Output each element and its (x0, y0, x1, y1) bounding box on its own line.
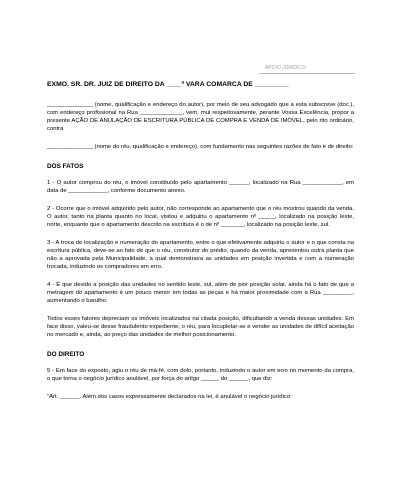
fact-paragraph-5: Todos esses fatores depreciam os imóveis localizados na citada posição, dificultando a venda dessas unidades. Em face disso, valeu-se desse fraudulento expediente, o réu, para locupletar-se e vender as unidades de difícil aceitação no mercado e, ainda, ao preço das unidades de melhor posicionamento. (47, 316, 354, 338)
fact-paragraph-3: 3 - A troca de localização e numeração do apartamento, entre o que efetivamente adquiriu o autor e o que consta na escritura pública, deve-se ao fato de que o réu, construtor do prédio, quando da venda, apresentou outra planta que não a aprovada pela Municipalidade, a qual demonstrava as unidades em posição invertida e com a numeração trocada, induzindo os compradores em erro. (47, 240, 354, 270)
header-label-box (259, 63, 355, 74)
header-label: APOIO JURIDICO (265, 65, 306, 71)
document-heading: EXMO. SR. DR. JUIZ DE DIREITO DA ____ª VARA COMARCA DE _________ (47, 81, 289, 88)
fact-paragraph-1: 1 - O autor comprou do réu, o imóvel constituído pelo apartamento ______, localizado na Rua ____________, em data de ____________, conforme documento anexo. (47, 180, 354, 194)
fact-paragraph-2: 2 - Ocorre que o imóvel adquirido pelo autor, não corresponde ao apartamento que o réu mostrou quando da venda. O autor, tanto na planta quanto no local, visitou e adquiriu o apartamento nº _____, localizado na posição leste, norte, enquanto que o apartamento descrito na escritura é o de nº _______, localizado na posição leste, sul. (47, 206, 354, 228)
fact-paragraph-4: 4 - É que devido a posição das unidades no sentido leste, sul, além de pior posição solar, ainda há o fato de que a metragem do apartamento é um pouco menor em todas as peças e há maior proximidade com a Rua _________, aumentando o barulho. (47, 282, 354, 304)
section-title-direito: DO DIREITO (47, 351, 85, 358)
law-paragraph-2: "Art. ______. Além dos casos expressamente declarados na lei, é anulável o negócio jurídico: (47, 394, 292, 400)
law-paragraph-1: 5 - Em face do exposto, agiu o réu de má-fé, com dolo, portanto, induzindo o autor em erro no momento da compra, o que torna o negócio jurídico anulável, por força do artigo _____, do ______, que diz: (47, 368, 354, 382)
intro-paragraph: ______________ (nome, qualificação e endereço do autor), por meio de seu advogado que a esta subscreve (doc.), com endereço profissional na Rua _____________, vem, mui respeitosamente, perante Vossa Excelência, propor a presente AÇÃO DE ANULAÇÃO DE ESCRITURA PÚBLICA DE COMPRA E VENDA DE IMÓVEL, pelo rito ordinário, contra (47, 102, 354, 132)
defendant-paragraph: ______________ (nome do réu, qualificação e endereço), com fundamento nas seguintes razões de fato e de direito: (47, 144, 354, 150)
section-title-fatos: DOS FATOS (47, 163, 84, 170)
